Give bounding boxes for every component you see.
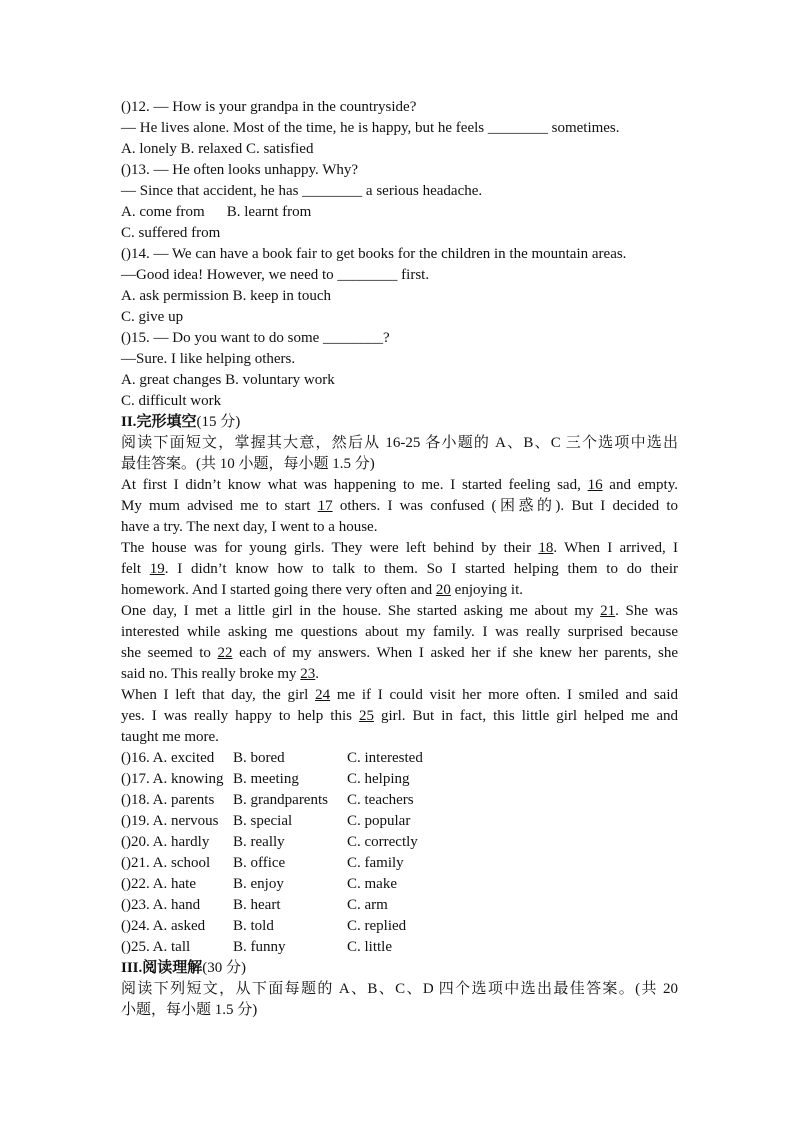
option-a: ()22. A. hate <box>121 876 196 892</box>
q13-options-row <box>121 202 311 223</box>
blank-20: 20 <box>435 582 451 598</box>
option-b: B. enjoy <box>233 876 284 892</box>
q12-reply: — He lives alone. Most of the time, he is happy, but he feels ________ sometimes. <box>121 120 620 136</box>
q14-stem: ()14. — We can have a book fair to get books for the children in the mountain areas. <box>121 246 627 262</box>
q13-option-c: C. suffered from <box>121 225 221 241</box>
reading-instructions-line1: 阅读下列短文，从下面每题的 A、B、C、D 四个选项中选出最佳答案。(共 20 <box>121 981 678 997</box>
cloze-p4-line3: taught me more. <box>121 729 219 745</box>
cloze-text: One day, I met a little girl in the house. She started asking me about my <box>121 603 601 619</box>
option-b: B. really <box>233 834 285 850</box>
cloze-text: When I left that day, the girl <box>121 687 316 703</box>
cloze-heading-score: (15 分) <box>196 414 241 430</box>
blank-24: 24 <box>315 687 331 703</box>
cloze-text: homework. And I started going there very often and <box>121 582 436 598</box>
reading-instructions-line2: 小题，每小题 1.5 分) <box>121 1002 258 1018</box>
cloze-text: The house was for young girls. They were left behind by their <box>121 540 539 556</box>
q15-reply: —Sure. I like helping others. <box>121 351 296 367</box>
cloze-heading <box>121 412 240 433</box>
q14-options-ab: A. ask permission B. keep in touch <box>121 288 331 304</box>
option-b: B. bored <box>233 750 285 766</box>
cloze-text: she seemed to <box>121 645 218 661</box>
cloze-text: . When I arrived, I <box>553 540 678 556</box>
option-a: ()20. A. hardly <box>121 834 210 850</box>
option-b: B. meeting <box>233 771 299 787</box>
blank-21: 21 <box>600 603 616 619</box>
reading-heading-number: III. <box>121 960 143 976</box>
cloze-p1-line3: have a try. The next day, I went to a house. <box>121 519 378 535</box>
option-b: B. grandparents <box>233 792 328 808</box>
option-a: ()18. A. parents <box>121 792 215 808</box>
cloze-text: felt <box>121 561 150 577</box>
option-c: C. helping <box>347 771 410 787</box>
cloze-instructions-line1: 阅读下面短文，掌握其大意，然后从 16-25 各小题的 A、B、C 三个选项中选出 <box>121 435 678 451</box>
option-a: ()24. A. asked <box>121 918 206 934</box>
reading-heading-title: 阅读理解 <box>142 960 203 976</box>
q13-stem: ()13. — He often looks unhappy. Why? <box>121 162 359 178</box>
option-b: B. office <box>233 855 286 871</box>
cloze-text: . <box>315 666 320 682</box>
cloze-text: me if I could visit her more often. I smiled and said <box>330 687 678 703</box>
blank-22: 22 <box>217 645 233 661</box>
cloze-p1-line2 <box>121 496 678 517</box>
blank-17: 17 <box>317 498 333 514</box>
option-a: ()19. A. nervous <box>121 813 219 829</box>
cloze-instructions-line2: 最佳答案。(共 10 小题，每小题 1.5 分) <box>121 456 375 472</box>
option-c: C. make <box>347 876 397 892</box>
option-b: B. heart <box>233 897 281 913</box>
blank-18: 18 <box>538 540 554 556</box>
cloze-p3-line3 <box>121 643 678 664</box>
option-a: ()16. A. excited <box>121 750 215 766</box>
cloze-p3-line1 <box>121 601 678 622</box>
option-c: C. little <box>347 939 392 955</box>
cloze-p3-line4 <box>121 664 319 685</box>
blank-16: 16 <box>587 477 603 493</box>
cloze-text: yes. I was really happy to help this <box>121 708 359 724</box>
cloze-text: said no. This really broke my <box>121 666 301 682</box>
q13-reply: — Since that accident, he has ________ a serious headache. <box>121 183 483 199</box>
option-a: ()23. A. hand <box>121 897 201 913</box>
cloze-heading-title: 完形填空 <box>136 414 197 430</box>
cloze-p2-line2 <box>121 559 678 580</box>
q12-stem: ()12. — How is your grandpa in the countryside? <box>121 99 417 115</box>
q12-options: A. lonely B. relaxed C. satisfied <box>121 141 314 157</box>
cloze-text: enjoying it. <box>450 582 523 598</box>
option-c: C. popular <box>347 813 411 829</box>
cloze-text: and empty. <box>602 477 678 493</box>
cloze-text: . She was <box>615 603 678 619</box>
q15-stem: ()15. — Do you want to do some ________? <box>121 330 390 346</box>
blank-23: 23 <box>300 666 316 682</box>
cloze-p1-line1 <box>121 475 678 496</box>
q13-option-a: A. come from <box>121 204 205 220</box>
cloze-p2-line3 <box>121 580 523 601</box>
blank-19: 19 <box>149 561 165 577</box>
cloze-text: girl. But in fact, this little girl helped me and <box>373 708 678 724</box>
option-c: C. correctly <box>347 834 418 850</box>
option-b: B. told <box>233 918 274 934</box>
option-a: ()25. A. tall <box>121 939 191 955</box>
option-a: ()21. A. school <box>121 855 211 871</box>
option-c: C. arm <box>347 897 388 913</box>
option-c: C. replied <box>347 918 407 934</box>
q13-option-b: B. learnt from <box>226 204 312 220</box>
cloze-text: each of my answers. When I asked her if she knew her parents, she <box>232 645 678 661</box>
blank-25: 25 <box>358 708 374 724</box>
cloze-heading-number: II. <box>121 414 137 430</box>
cloze-text: My mum advised me to start <box>121 498 318 514</box>
q14-option-c: C. give up <box>121 309 184 325</box>
reading-heading <box>121 958 246 979</box>
q15-option-c: C. difficult work <box>121 393 222 409</box>
option-c: C. teachers <box>347 792 414 808</box>
cloze-text: At first I didn’t know what was happening to me. I started feeling sad, <box>121 477 588 493</box>
q14-reply: —Good idea! However, we need to ________ first. <box>121 267 430 283</box>
option-b: B. special <box>233 813 293 829</box>
reading-heading-score: (30 分) <box>202 960 247 976</box>
option-a: ()17. A. knowing <box>121 771 224 787</box>
cloze-p4-line2 <box>121 706 678 727</box>
cloze-text: . I didn’t know how to talk to them. So I started helping them to do their <box>164 561 678 577</box>
cloze-p3-line2: interested while asking me questions about my family. I was really surprised because <box>121 624 678 640</box>
cloze-p2-line1 <box>121 538 678 559</box>
option-b: B. funny <box>233 939 286 955</box>
option-c: C. interested <box>347 750 423 766</box>
q15-options-ab: A. great changes B. voluntary work <box>121 372 335 388</box>
cloze-text: others. I was confused (困惑的). But I decided to <box>332 498 678 514</box>
option-c: C. family <box>347 855 404 871</box>
cloze-p4-line1 <box>121 685 678 706</box>
